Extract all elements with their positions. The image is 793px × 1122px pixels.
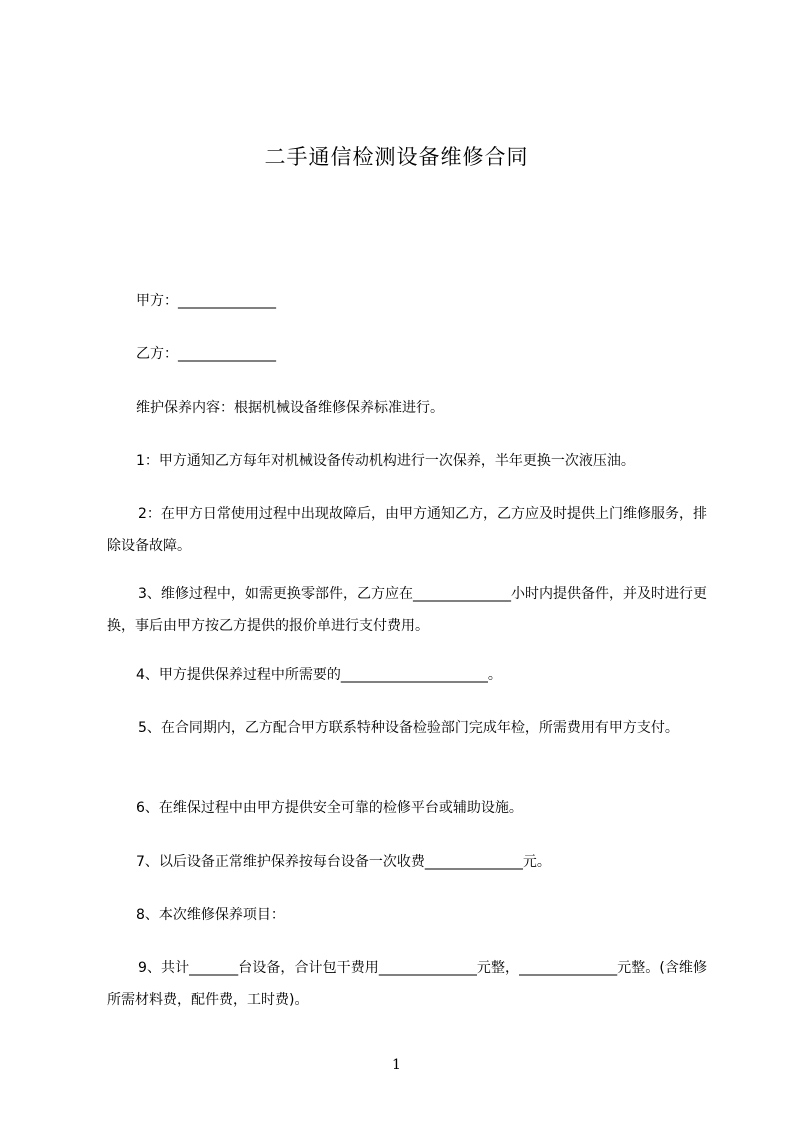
clause-7: 7、以后设备正常维护保养按每台设备一次收费______________元。	[136, 854, 551, 870]
party-a-line: 甲方：______________	[136, 293, 276, 309]
clause-8: 8、本次维修保养项目：	[136, 907, 285, 923]
maintenance-content-intro: 维护保养内容：根据机械设备维修保养标准进行。	[136, 400, 444, 416]
page-number: 1	[392, 1057, 401, 1073]
clause-5: 5、在合同期内，乙方配合甲方联系特种设备检验部门完成年检，所需费用有甲方支付。	[138, 720, 679, 736]
clause-2: 2：在甲方日常使用过程中出现故障后，由甲方通知乙方，乙方应及时提供上门维修服务，排除设备故障。	[107, 506, 707, 554]
document-title: 二手通信检测设备维修合同	[264, 145, 529, 169]
clause-1: 1：甲方通知乙方每年对机械设备传动机构进行一次保养，半年更换一次液压油。	[136, 453, 635, 469]
clause-6: 6、在维保过程中由甲方提供安全可靠的检修平台或辅助设施。	[136, 800, 523, 816]
party-b-line: 乙方：______________	[136, 346, 276, 362]
clause-3: 3、维修过程中，如需更换零部件，乙方应在______________小时内提供备件，并及时进行更换，事后由甲方按乙方提供的报价单进行支付费用。	[107, 586, 707, 634]
clause-9: 9、共计_______台设备，合计包干费用______________元整，______________元整。(含维修所需材料费，配件费，工时费)。	[107, 960, 707, 1008]
clause-4: 4、甲方提供保养过程中所需要的_____________________。	[136, 667, 502, 683]
